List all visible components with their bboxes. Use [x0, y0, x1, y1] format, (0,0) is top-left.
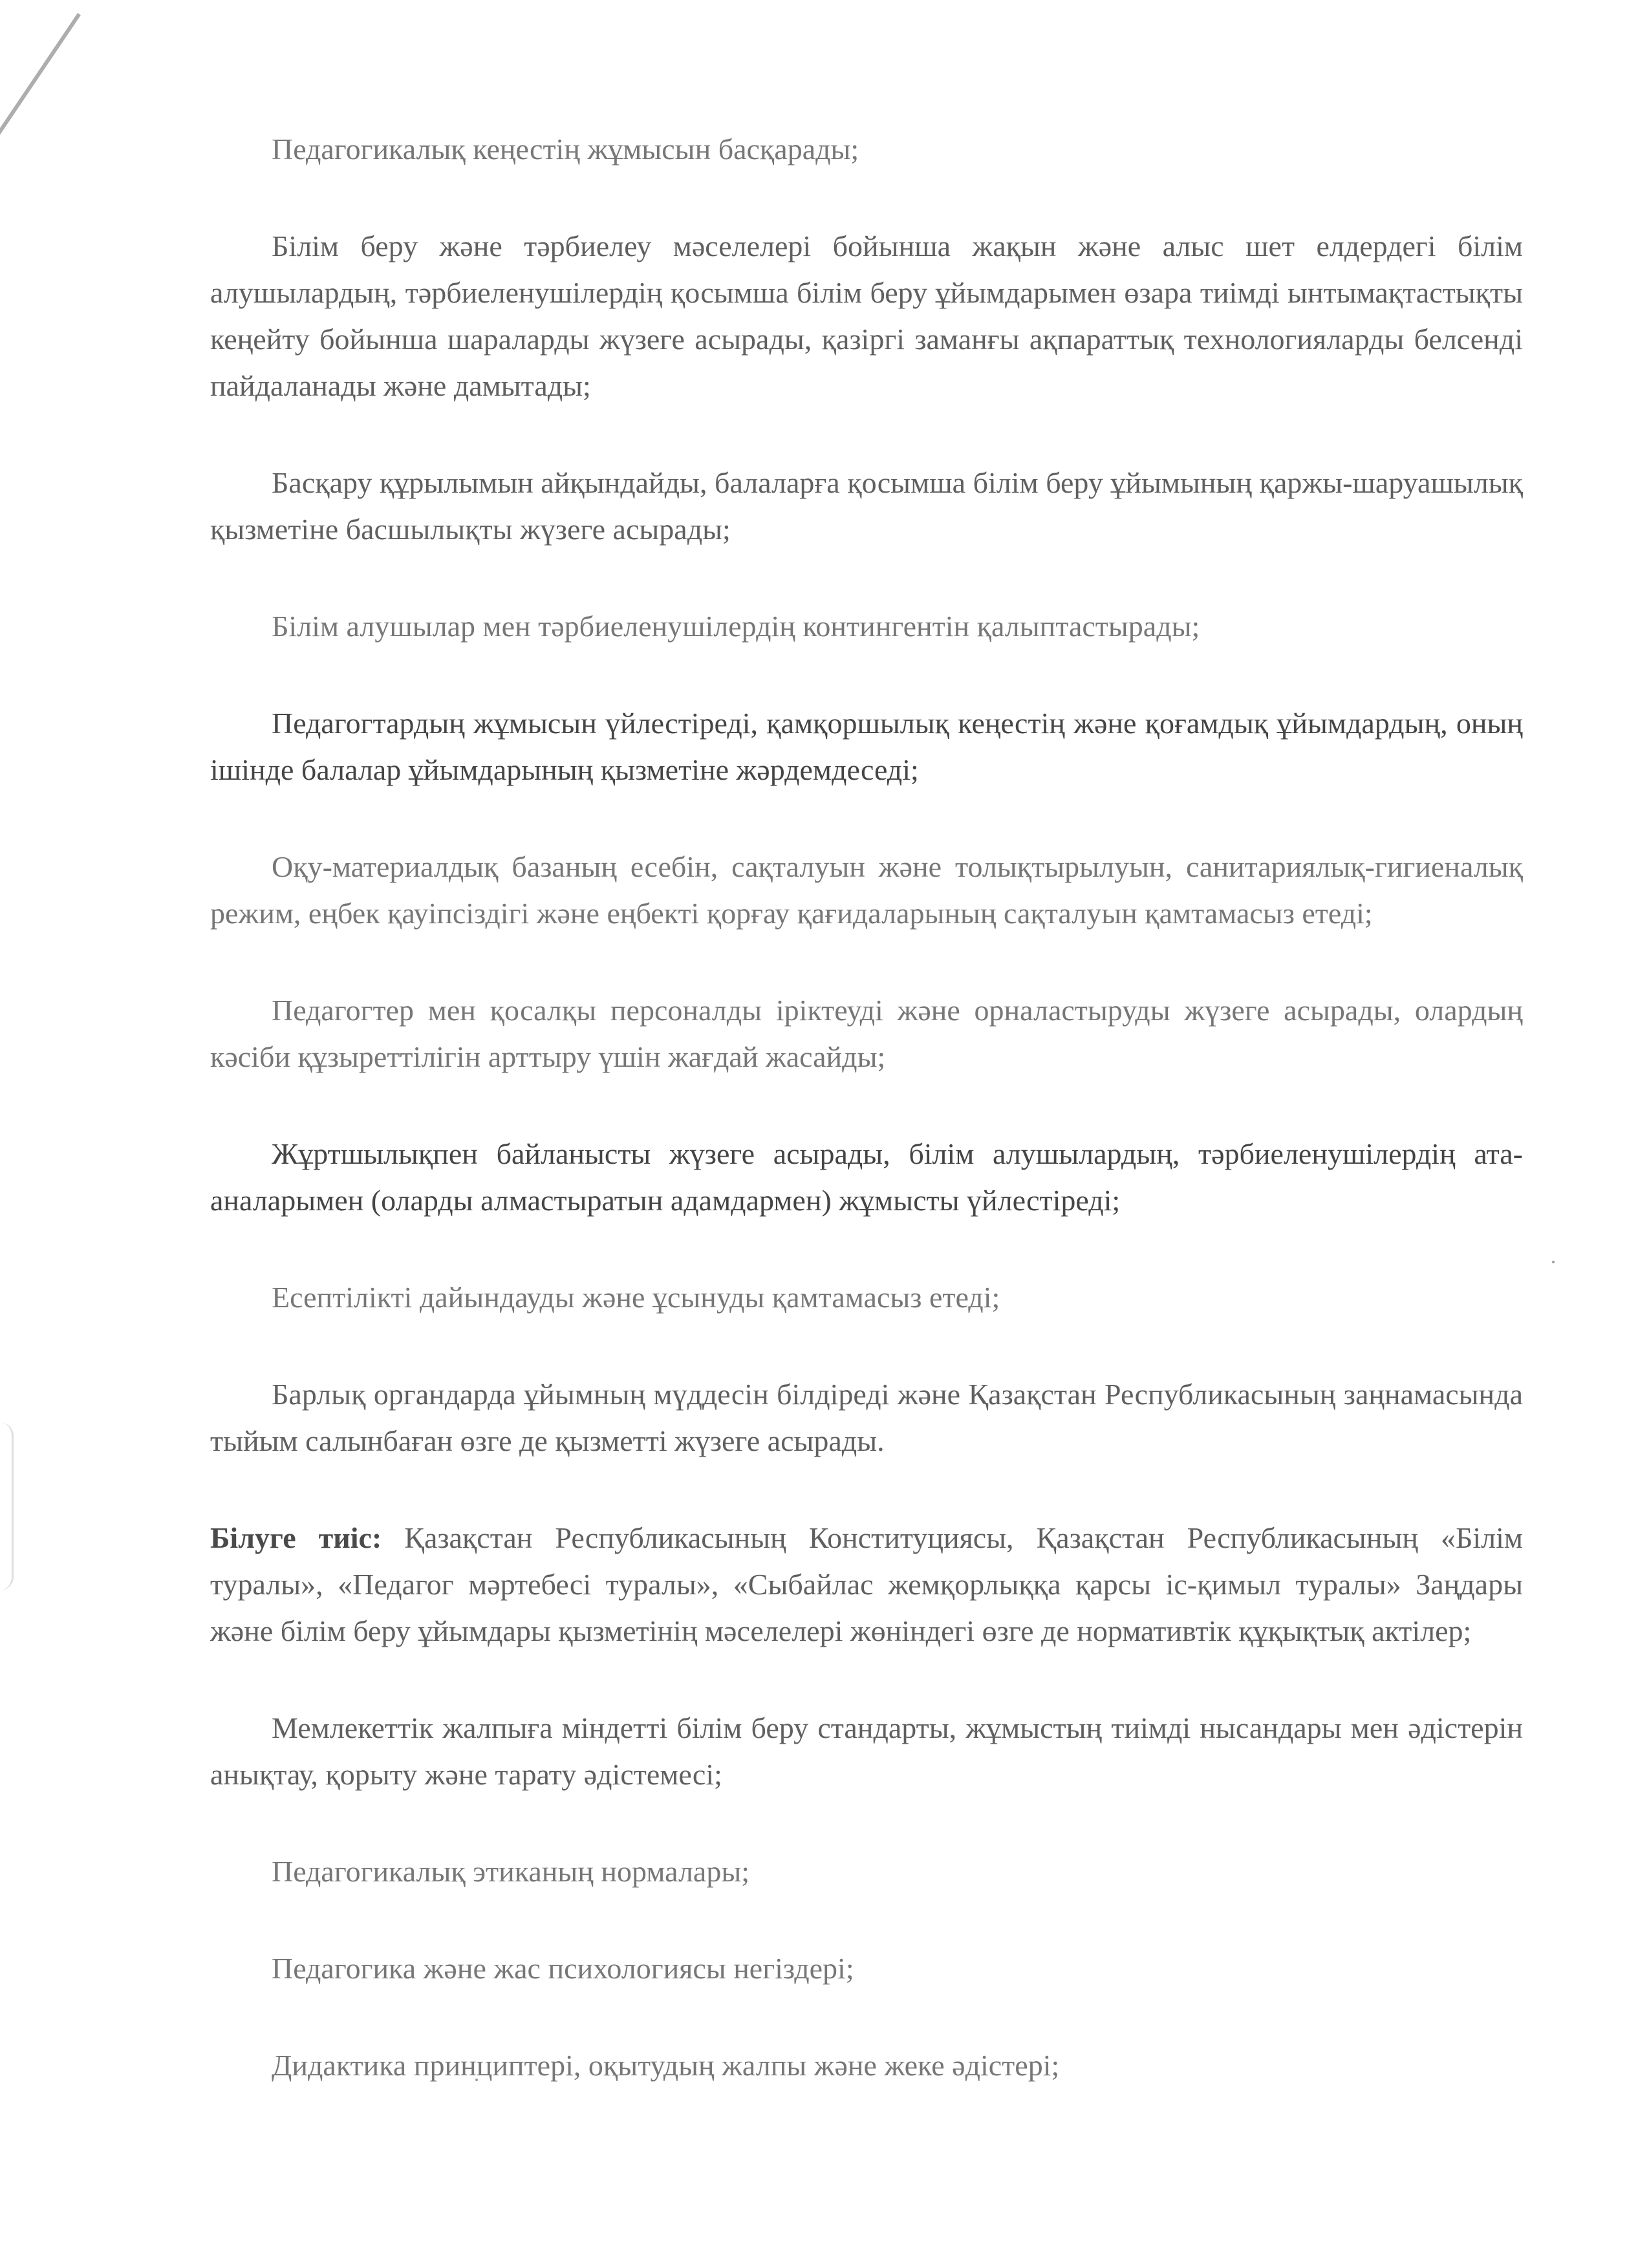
scan-speck	[1552, 1261, 1555, 1263]
must-know-paragraph	[210, 1515, 1523, 1654]
must-know-label: Білуге тиіс:	[210, 1521, 382, 1554]
paragraph-9: Есептілікті дайындауды және ұсынуды қамтамасыз етеді;	[272, 1281, 1000, 1314]
document-body	[210, 126, 1523, 2139]
paragraph-10: Барлық органдарда ұйымның мүддесін білдіреді және Қазақстан Республикасының заңнамасында тыйым салынбаған өзге де қызметті жүзеге асырады.	[210, 1378, 1523, 1457]
paragraph-3: Басқару құрылымын айқындайды, балаларға қосымша білім беру ұйымының қаржы-шаруашылық қызметіне басшылықты жүзеге асырады;	[210, 466, 1523, 546]
paragraph-1: Педагогикалық кеңестің жұмысын басқарады;	[272, 133, 859, 166]
paragraph-7: Педагогтер мен қосалқы персоналды іріктеуді және орналастыруды жүзеге асырады, олардың кәсіби құзыреттілігін арттыру үшін жағдай жасайды;	[210, 994, 1523, 1073]
paragraph-8: Жұртшылықпен байланысты жүзеге асырады, білім алушылардың, тәрбиеленушілердің ата-аналарымен (оларды алмастыратын адамдармен) жұмысты үйлестіреді;	[210, 1137, 1523, 1217]
scan-edge-shadow	[0, 1422, 14, 1590]
paragraph-6: Оқу-материалдық базаның есебін, сақталуын және толықтырылуын, санитариялық-гигиеналық режим, еңбек қауіпсіздігі және еңбекті қорғау қағидаларының сақталуын қамтамасыз етеді;	[210, 850, 1523, 930]
paragraph-2: Білім беру және тәрбиелеу мәселелері бойынша жақын және алыс шет елдердегі білім алушылардың, тәрбиеленушілердің қосымша білім беру ұйымдарымен өзара тиімді ынтымақтастықты кеңейту бойынша шараларды жүзеге асырады, қазіргі заманғы ақпараттық технологияларды белсенді пайдаланады және дамытады;	[210, 230, 1523, 402]
paragraph-5: Педагогтардың жұмысын үйлестіреді, қамқоршылық кеңестің және қоғамдық ұйымдардың, оның ішінде балалар ұйымдарының қызметіне жәрдемдеседі;	[210, 707, 1523, 786]
paragraph-13: Педагогика және жас психологиясы негіздері;	[272, 1952, 854, 1985]
paragraph-12: Педагогикалық этиканың нормалары;	[272, 1855, 750, 1888]
paragraph-4: Білім алушылар мен тәрбиеленушілердің контингентін қалыптастырады;	[272, 610, 1200, 643]
scan-artifact-line	[0, 13, 81, 176]
paragraph-14: Дидактика принциптері, оқытудың жалпы және жеке әдістері;	[272, 2049, 1060, 2082]
paragraph-11: Мемлекеттік жалпыға міндетті білім беру стандарты, жұмыстың тиімді нысандары мен әдістерін анықтау, қорыту және тарату әдістемесі;	[210, 1711, 1523, 1791]
must-know-text: Қазақстан Республикасының Конституциясы, Қазақстан Республикасының «Білім туралы», «Педагог мәртебесі туралы», «Сыбайлас жемқорлыққа қарсы іс-қимыл туралы» Заңдары және білім беру ұйымдары қызметінің мәселелері жөніндегі өзге де нормативтік құқықтық актілер;	[210, 1521, 1523, 1647]
